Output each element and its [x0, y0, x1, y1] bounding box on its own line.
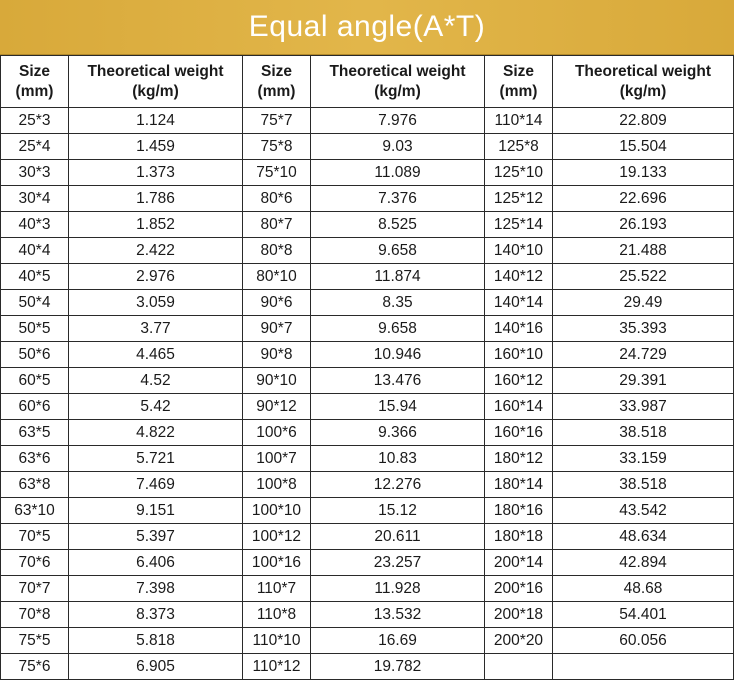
- weight-cell: 7.398: [69, 576, 243, 602]
- weight-cell: 11.928: [311, 576, 485, 602]
- header-row: [1, 56, 734, 108]
- weight-cell: 16.69: [311, 628, 485, 654]
- weight-cell: 13.532: [311, 602, 485, 628]
- weight-cell: 15.12: [311, 498, 485, 524]
- size-cell: 70*5: [1, 524, 69, 550]
- weight-cell: 5.397: [69, 524, 243, 550]
- size-cell: 140*14: [485, 290, 553, 316]
- header-unit: (mm): [499, 82, 538, 100]
- weight-cell: 15.504: [553, 134, 734, 160]
- header-label: Theoretical weight: [87, 62, 224, 80]
- size-cell: 75*7: [243, 108, 311, 134]
- weight-cell: 19.782: [311, 654, 485, 680]
- header-size-1: [1, 56, 69, 108]
- size-cell: 200*16: [485, 576, 553, 602]
- weight-cell: 29.49: [553, 290, 734, 316]
- weight-cell: 1.373: [69, 160, 243, 186]
- weight-cell: 2.976: [69, 264, 243, 290]
- table-row: [1, 550, 734, 576]
- weight-cell: 29.391: [553, 368, 734, 394]
- weight-cell: 7.976: [311, 108, 485, 134]
- weight-cell: 35.393: [553, 316, 734, 342]
- size-cell: 63*6: [1, 446, 69, 472]
- weight-cell: 8.35: [311, 290, 485, 316]
- weight-cell: 21.488: [553, 238, 734, 264]
- weight-cell: 9.658: [311, 238, 485, 264]
- size-cell: 200*20: [485, 628, 553, 654]
- size-cell: 100*8: [243, 472, 311, 498]
- size-cell: 140*16: [485, 316, 553, 342]
- size-cell: 75*6: [1, 654, 69, 680]
- weight-cell: 60.056: [553, 628, 734, 654]
- table-row: [1, 160, 734, 186]
- weight-cell: 5.721: [69, 446, 243, 472]
- header-label: Theoretical weight: [329, 62, 466, 80]
- table-row: [1, 238, 734, 264]
- header-size-2: [243, 56, 311, 108]
- weight-cell: 9.366: [311, 420, 485, 446]
- table-row: [1, 446, 734, 472]
- table-row: [1, 368, 734, 394]
- size-cell: 80*10: [243, 264, 311, 290]
- size-cell: 160*12: [485, 368, 553, 394]
- header-label: Size: [502, 62, 534, 80]
- weight-cell: 24.729: [553, 342, 734, 368]
- weight-cell: 10.946: [311, 342, 485, 368]
- size-cell: 200*14: [485, 550, 553, 576]
- header-unit: (mm): [15, 82, 54, 100]
- size-cell: [485, 654, 553, 680]
- size-cell: 160*16: [485, 420, 553, 446]
- table-row: [1, 134, 734, 160]
- size-cell: 80*8: [243, 238, 311, 264]
- size-cell: 70*7: [1, 576, 69, 602]
- weight-cell: 6.905: [69, 654, 243, 680]
- size-cell: 90*12: [243, 394, 311, 420]
- size-cell: 160*10: [485, 342, 553, 368]
- weight-cell: [553, 654, 734, 680]
- weight-cell: 4.465: [69, 342, 243, 368]
- header-weight-3: [553, 56, 734, 108]
- size-cell: 90*6: [243, 290, 311, 316]
- weight-cell: 7.376: [311, 186, 485, 212]
- size-cell: 125*10: [485, 160, 553, 186]
- weight-cell: 15.94: [311, 394, 485, 420]
- header-label: Size: [260, 62, 292, 80]
- size-cell: 63*8: [1, 472, 69, 498]
- header-unit: (kg/m): [619, 82, 667, 100]
- weight-cell: 23.257: [311, 550, 485, 576]
- table-body: [1, 108, 734, 680]
- size-cell: 80*7: [243, 212, 311, 238]
- weight-cell: 9.658: [311, 316, 485, 342]
- table-row: [1, 394, 734, 420]
- table-row: [1, 576, 734, 602]
- size-cell: 30*4: [1, 186, 69, 212]
- weight-cell: 33.987: [553, 394, 734, 420]
- size-cell: 70*6: [1, 550, 69, 576]
- size-cell: 160*14: [485, 394, 553, 420]
- table-row: [1, 108, 734, 134]
- table-row: [1, 290, 734, 316]
- size-cell: 63*10: [1, 498, 69, 524]
- table-row: [1, 654, 734, 680]
- size-cell: 75*5: [1, 628, 69, 654]
- size-cell: 75*8: [243, 134, 311, 160]
- table-row: [1, 498, 734, 524]
- size-cell: 110*12: [243, 654, 311, 680]
- size-cell: 40*5: [1, 264, 69, 290]
- weight-cell: 1.459: [69, 134, 243, 160]
- weight-cell: 48.634: [553, 524, 734, 550]
- weight-cell: 11.874: [311, 264, 485, 290]
- header-weight-1: [69, 56, 243, 108]
- weight-cell: 26.193: [553, 212, 734, 238]
- size-cell: 90*7: [243, 316, 311, 342]
- weight-cell: 20.611: [311, 524, 485, 550]
- size-cell: 100*16: [243, 550, 311, 576]
- weight-cell: 1.852: [69, 212, 243, 238]
- header-label: Size: [18, 62, 50, 80]
- size-cell: 40*4: [1, 238, 69, 264]
- size-cell: 100*10: [243, 498, 311, 524]
- size-cell: 90*10: [243, 368, 311, 394]
- size-cell: 30*3: [1, 160, 69, 186]
- size-cell: 110*8: [243, 602, 311, 628]
- weight-cell: 25.522: [553, 264, 734, 290]
- header-weight-2: [311, 56, 485, 108]
- weight-cell: 1.786: [69, 186, 243, 212]
- weight-cell: 22.809: [553, 108, 734, 134]
- size-cell: 200*18: [485, 602, 553, 628]
- weight-cell: 38.518: [553, 420, 734, 446]
- weight-cell: 1.124: [69, 108, 243, 134]
- table-row: [1, 524, 734, 550]
- weight-cell: 9.03: [311, 134, 485, 160]
- size-cell: 70*8: [1, 602, 69, 628]
- weight-cell: 4.822: [69, 420, 243, 446]
- table-row: [1, 186, 734, 212]
- size-cell: 80*6: [243, 186, 311, 212]
- size-cell: 60*5: [1, 368, 69, 394]
- size-cell: 125*12: [485, 186, 553, 212]
- table-row: [1, 420, 734, 446]
- table-row: [1, 602, 734, 628]
- weight-cell: 9.151: [69, 498, 243, 524]
- table-row: [1, 342, 734, 368]
- table-row: [1, 264, 734, 290]
- size-cell: 40*3: [1, 212, 69, 238]
- header-unit: (kg/m): [132, 82, 179, 100]
- size-cell: 50*4: [1, 290, 69, 316]
- size-cell: 100*7: [243, 446, 311, 472]
- weight-cell: 5.42: [69, 394, 243, 420]
- table-title: Equal angle(A*T): [0, 0, 734, 55]
- table-row: [1, 316, 734, 342]
- weight-cell: 7.469: [69, 472, 243, 498]
- size-cell: 75*10: [243, 160, 311, 186]
- size-cell: 180*16: [485, 498, 553, 524]
- size-cell: 100*12: [243, 524, 311, 550]
- size-cell: 63*5: [1, 420, 69, 446]
- size-cell: 60*6: [1, 394, 69, 420]
- size-cell: 25*3: [1, 108, 69, 134]
- header-label: Theoretical weight: [574, 62, 712, 80]
- size-cell: 50*6: [1, 342, 69, 368]
- size-cell: 180*12: [485, 446, 553, 472]
- weight-cell: 6.406: [69, 550, 243, 576]
- weight-cell: 3.77: [69, 316, 243, 342]
- equal-angle-table: [0, 55, 734, 680]
- weight-cell: 48.68: [553, 576, 734, 602]
- weight-cell: 2.422: [69, 238, 243, 264]
- header-size-3: [485, 56, 553, 108]
- size-cell: 180*14: [485, 472, 553, 498]
- weight-cell: 43.542: [553, 498, 734, 524]
- weight-cell: 11.089: [311, 160, 485, 186]
- size-cell: 125*8: [485, 134, 553, 160]
- header-unit: (mm): [257, 82, 296, 100]
- weight-cell: 13.476: [311, 368, 485, 394]
- header-unit: (kg/m): [374, 82, 421, 100]
- weight-cell: 22.696: [553, 186, 734, 212]
- size-cell: 125*14: [485, 212, 553, 238]
- size-cell: 50*5: [1, 316, 69, 342]
- size-cell: 110*10: [243, 628, 311, 654]
- weight-cell: 8.525: [311, 212, 485, 238]
- table-row: [1, 212, 734, 238]
- weight-cell: 38.518: [553, 472, 734, 498]
- size-cell: 100*6: [243, 420, 311, 446]
- weight-cell: 12.276: [311, 472, 485, 498]
- weight-cell: 19.133: [553, 160, 734, 186]
- size-cell: 90*8: [243, 342, 311, 368]
- size-cell: 110*7: [243, 576, 311, 602]
- table-row: [1, 472, 734, 498]
- table-row: [1, 628, 734, 654]
- weight-cell: 8.373: [69, 602, 243, 628]
- weight-cell: 3.059: [69, 290, 243, 316]
- weight-cell: 33.159: [553, 446, 734, 472]
- size-cell: 110*14: [485, 108, 553, 134]
- weight-cell: 5.818: [69, 628, 243, 654]
- size-cell: 180*18: [485, 524, 553, 550]
- size-cell: 140*12: [485, 264, 553, 290]
- weight-cell: 10.83: [311, 446, 485, 472]
- size-cell: 140*10: [485, 238, 553, 264]
- weight-cell: 4.52: [69, 368, 243, 394]
- size-cell: 25*4: [1, 134, 69, 160]
- weight-cell: 42.894: [553, 550, 734, 576]
- weight-cell: 54.401: [553, 602, 734, 628]
